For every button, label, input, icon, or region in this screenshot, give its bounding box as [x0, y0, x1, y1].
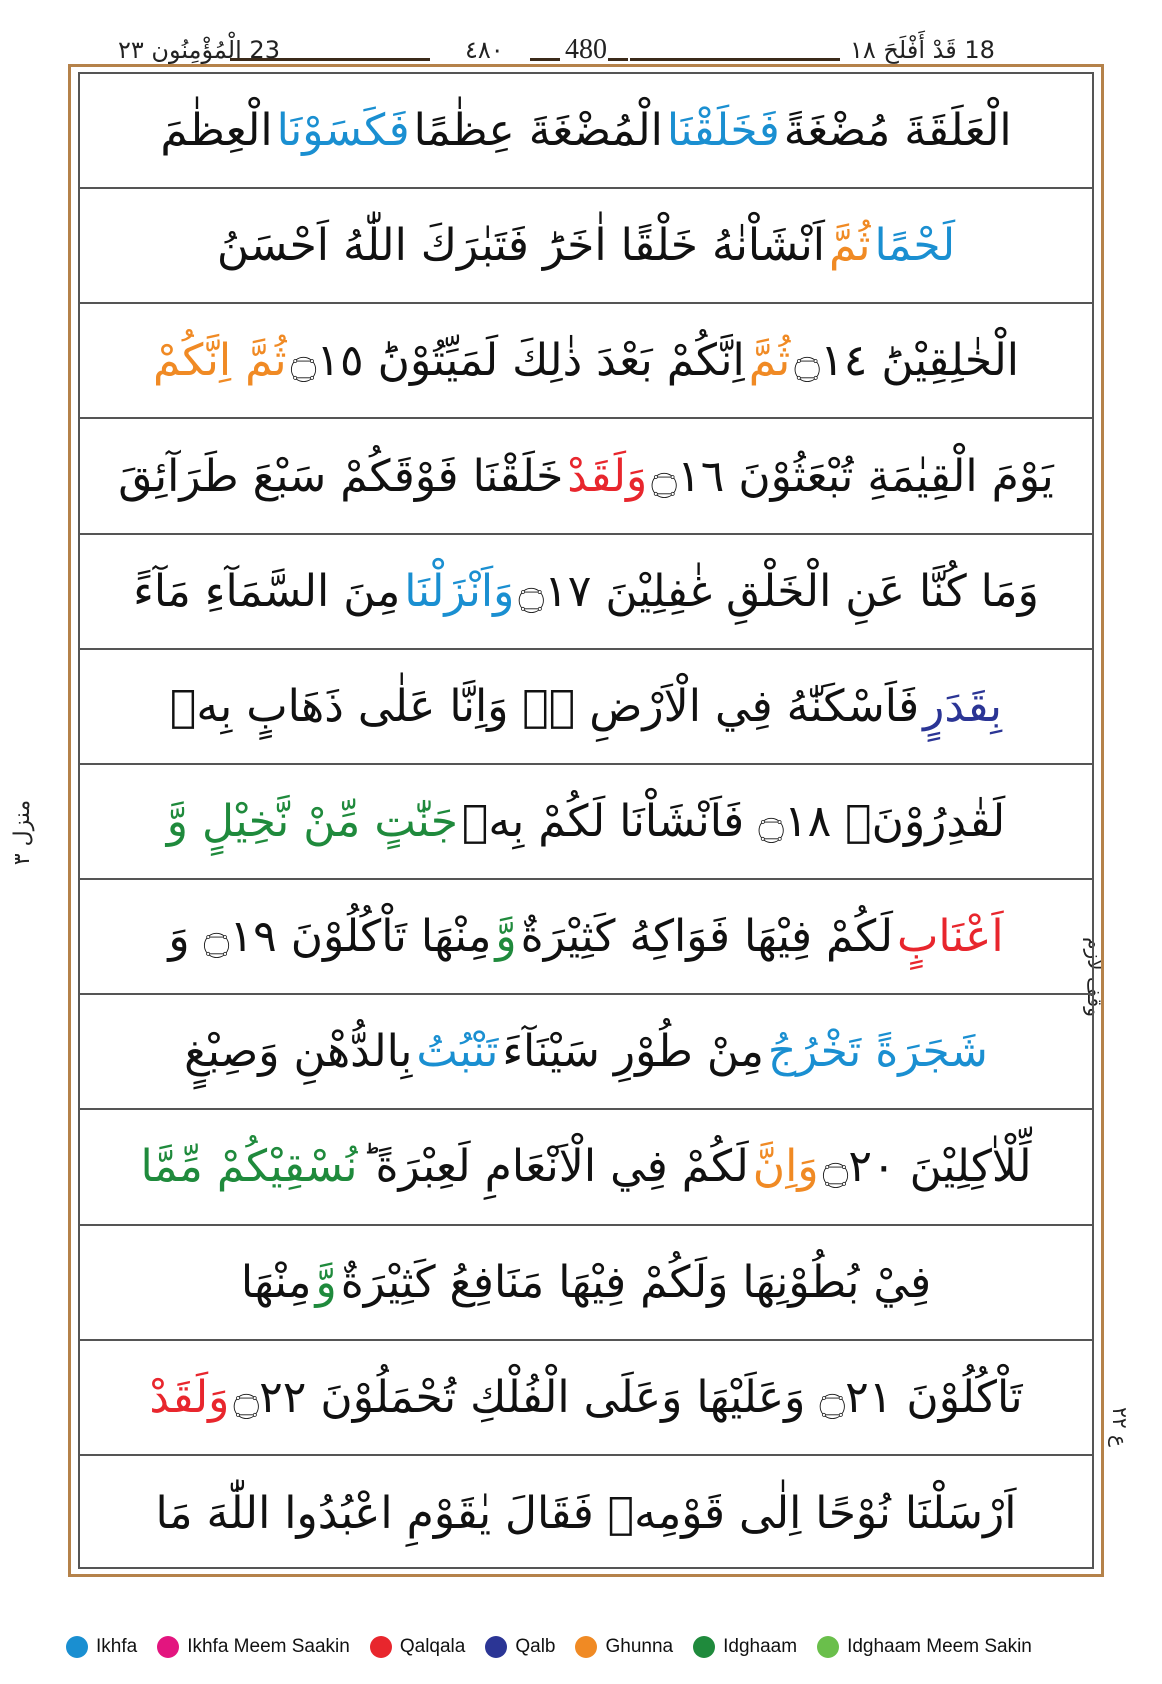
ayah-segment: فَخَلَقْنَا — [666, 105, 780, 157]
page-number-arabic: ٤٨٠ — [465, 36, 504, 64]
ayah-line — [80, 650, 1092, 765]
ayah-segment: لَقٰدِرُوْنَۚ ۝١٨ فَاَنْشَاْنَا لَكُمْ بِهٖ — [462, 795, 1006, 847]
ayah-segment: جَنّٰتٍ مِّنْ نَّخِيْلٍ وَّ — [166, 795, 458, 847]
ayah-line — [80, 880, 1092, 995]
legend-label: Idghaam — [723, 1636, 798, 1657]
legend-item — [66, 1636, 137, 1658]
ayah-line — [80, 995, 1092, 1110]
ayah-line — [80, 1110, 1092, 1225]
ayah-segment: ثُمَّ — [828, 220, 871, 272]
ayah-segment: وَّ — [315, 1256, 337, 1308]
ayah-segment: مِنْهَا — [240, 1256, 312, 1308]
ayah-segment: وَلَقَدْ — [567, 450, 648, 502]
ayah-segment: اَنْشَاْنٰهُ خَلْقًا اٰخَرَؕ فَتَبٰرَكَ اللّٰهُ اَحْسَنُ — [216, 220, 825, 272]
manzil-marker — [10, 780, 60, 900]
ayah-segment: شَجَرَةً تَخْرُجُ — [767, 1026, 988, 1078]
surah-name: 23 الْمُؤْمِنُون ٢٣ — [118, 36, 280, 64]
ruku-label: ع ٢٢ — [1107, 1407, 1132, 1447]
ayah-segment: لَحْمًا — [874, 220, 956, 272]
ayah-segment: وَاِنَّ — [752, 1141, 819, 1193]
legend-dot-icon — [693, 1636, 715, 1658]
ayah-segment: مِنْهَا تَاْكُلُوْنَ ۝١٩ وَ — [168, 911, 492, 963]
legend-label: Ikhfa — [96, 1636, 138, 1657]
legend-dot-icon — [370, 1636, 392, 1658]
ayah-segment: لِّلْاٰكِلِيْنَ ۝٢٠ — [822, 1141, 1032, 1193]
legend-item — [485, 1636, 555, 1658]
legend-label: Ghunna — [605, 1636, 674, 1657]
ayah-segment: وَاَنْزَلْنَا — [404, 565, 515, 617]
legend-dot-icon — [485, 1636, 507, 1658]
juz-name: 18 قَدْ أَفْلَحَ ١٨ — [850, 36, 995, 64]
tajweed-legend — [66, 1630, 1116, 1664]
ayah-line — [80, 535, 1092, 650]
legend-dot-icon — [66, 1636, 88, 1658]
ayah-segment: فَكَسَوْنَا — [276, 105, 410, 157]
legend-item — [157, 1636, 350, 1658]
ayah-segment: وَلَقَدْ — [149, 1371, 230, 1423]
ayah-line — [80, 304, 1092, 419]
header-rule-mid — [608, 58, 628, 61]
legend-dot-icon — [817, 1636, 839, 1658]
header-rule-right — [630, 58, 840, 61]
ayah-segment: يَوْمَ الْقِيٰمَةِ تُبْعَثُوْنَ ۝١٦ — [651, 450, 1054, 502]
legend-item — [575, 1636, 673, 1658]
ayah-line — [80, 1456, 1092, 1569]
header-rule-mid-left — [530, 58, 560, 61]
legend-dot-icon — [575, 1636, 597, 1658]
legend-label: Idghaam Meem Sakin — [847, 1636, 1032, 1657]
ayah-segment: لَكُمْ فِيْهَا فَوَاكِهُ كَثِيْرَةٌ — [520, 911, 893, 963]
quran-text-frame — [78, 72, 1094, 1569]
legend-label: Qalb — [515, 1636, 556, 1657]
ayah-segment: مِنَ السَّمَآءِ مَآءً — [133, 565, 401, 617]
legend-dot-icon — [157, 1636, 179, 1658]
ayah-line — [80, 419, 1092, 534]
ayah-line — [80, 1341, 1092, 1456]
ayah-line — [80, 1226, 1092, 1341]
ayah-segment: بِالدُّهْنِ وَصِبْغٍ — [184, 1026, 413, 1078]
ayah-segment: وَمَا كُنَّا عَنِ الْخَلْقِ غٰفِلِيْنَ ۝١٧ — [518, 565, 1039, 617]
ayah-segment: الْعَلَقَةَ مُضْغَةً — [783, 105, 1012, 157]
ayah-segment: مِنْ طُوْرِ سَيْنَآءَ — [502, 1026, 764, 1078]
ayah-segment: نُسْقِيْكُمْ مِّمَّا — [140, 1141, 358, 1193]
ayah-segment: بِقَدَرٍ — [923, 680, 1002, 732]
ayah-segment: اِنَّكُمْ بَعْدَ ذٰلِكَ لَمَيِّتُوْنَؕ ۝١٥ — [290, 335, 745, 387]
ayah-segment: وَّ — [495, 911, 517, 963]
ayah-segment: الْمُضْغَةَ عِظٰمًا — [413, 105, 663, 157]
ayah-segment: اَعْنَابٍ — [896, 911, 1004, 963]
ayah-segment: ثُمَّ اِنَّكُمْ — [153, 335, 287, 387]
ayah-line — [80, 189, 1092, 304]
ayah-segment: ثُمَّ — [748, 335, 791, 387]
ayah-segment: الْعِظٰمَ — [160, 105, 273, 157]
ayah-line — [80, 74, 1092, 189]
page-number: 480 — [565, 34, 607, 65]
legend-label: Ikhfa Meem Saakin — [187, 1636, 350, 1657]
ayah-segment: تَنْبُتُ — [416, 1026, 499, 1078]
manzil-label: منزل ٣ — [10, 799, 36, 866]
ayah-segment: الْخٰلِقِيْنَؕ ۝١٤ — [794, 335, 1019, 387]
ayah-segment: تَاْكُلُوْنَ ۝٢١ وَعَلَيْهَا وَعَلَى الْفُلْكِ تُحْمَلُوْنَ ۝٢٢ — [233, 1371, 1023, 1423]
ayah-segment: خَلَقْنَا فَوْقَكُمْ سَبْعَ طَرَآئِقَ — [118, 450, 564, 502]
ayah-segment: لَكُمْ فِي الْاَنْعَامِ لَعِبْرَةً ؕ — [361, 1141, 749, 1193]
ayah-segment: فَاَسْكَنّٰهُ فِي الْاَرْضِ ۖۗ وَاِنَّا عَلٰى ذَهَابٍ بِهٖ — [170, 680, 920, 732]
legend-label: Qalqala — [399, 1636, 466, 1657]
ayah-segment: اَرْسَلْنَا نُوْحًا اِلٰى قَوْمِهٖ فَقَالَ يٰقَوْمِ اعْبُدُوا اللّٰهَ مَا — [155, 1487, 1017, 1539]
legend-item — [370, 1636, 466, 1658]
ruku-marker — [1107, 1395, 1150, 1475]
ayah-segment: فِيْ بُطُوْنِهَا وَلَكُمْ فِيْهَا مَنَافِعُ كَثِيْرَةٌ — [340, 1256, 932, 1308]
waqf-marker — [1082, 905, 1150, 1065]
waqf-label: وقف لازم — [1082, 937, 1107, 1017]
ayah-line — [80, 765, 1092, 880]
legend-item — [693, 1636, 797, 1658]
legend-item — [817, 1636, 1032, 1658]
